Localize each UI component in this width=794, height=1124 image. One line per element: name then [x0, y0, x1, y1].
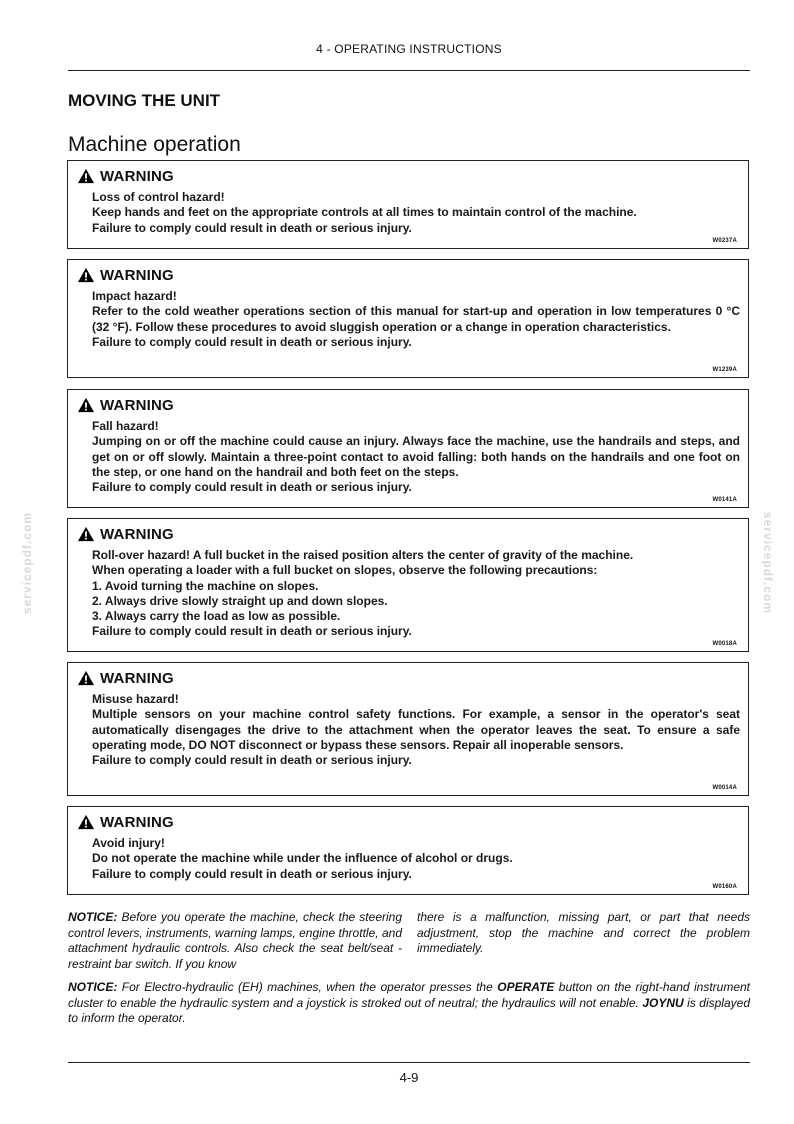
warning-line: Misuse hazard! [92, 692, 179, 706]
warning-title: WARNING [100, 167, 174, 185]
warning-code: W0018A [712, 641, 737, 647]
warning-body [92, 419, 740, 495]
warning-triangle-icon [77, 814, 95, 830]
warning-box [67, 662, 749, 796]
operate-term: OPERATE [497, 980, 555, 994]
page-number: 4-9 [399, 1070, 419, 1085]
joynu-term: JOYNU [642, 995, 684, 1010]
notice-left-column [68, 910, 402, 972]
footer-rule [68, 1062, 750, 1063]
warning-line: Keep hands and feet on the appropriate controls at all times to maintain control of the machine. [92, 205, 637, 220]
warning-triangle-icon [77, 267, 95, 283]
warning-box [67, 259, 749, 378]
warning-line: Do not operate the machine while under the influence of alcohol or drugs. [92, 851, 513, 866]
warning-line: Fall hazard! [92, 419, 159, 433]
sub-title: Machine operation [68, 133, 241, 156]
warning-line: Failure to comply could result in death or serious injury. [92, 480, 412, 495]
warning-line: Failure to comply could result in death or serious injury. [92, 866, 412, 881]
notice-label: NOTICE: [68, 980, 118, 994]
warning-body [92, 548, 740, 640]
warning-line: Jumping on or off the machine could cause an injury. Always face the machine, use the handrails and steps, and get on or off slowly. Maintain a three-point contact to avoid falling: both hands on the handrails and one foot on the step, or one hand on the handrail and both feet on the steps. [92, 434, 740, 479]
warning-line: Refer to the cold weather operations section of this manual for start-up and operation in low temperatures 0 °C (32 °F). Follow these procedures to avoid sluggish operation or a change in operation characteristics. [92, 304, 740, 334]
warning-line: 3. Always carry the load as low as possible. [92, 609, 341, 624]
warning-body [92, 289, 740, 350]
warning-box [67, 806, 749, 895]
warning-box [67, 160, 749, 249]
warning-code: W0160A [712, 884, 737, 890]
notice-text: For Electro-hydraulic (EH) machines, when the operator presses the [117, 980, 498, 994]
warning-line: Failure to comply could result in death or serious injury. [92, 753, 412, 768]
watermark-right: servicepdf.com [761, 512, 775, 615]
warning-triangle-icon [77, 526, 95, 542]
notice-paragraph [68, 910, 750, 972]
warning-line: Impact hazard! [92, 289, 177, 303]
warning-triangle-icon [77, 397, 95, 413]
section-title: MOVING THE UNIT [68, 91, 221, 110]
header-rule [68, 70, 750, 71]
notice-label: NOTICE: [68, 910, 118, 924]
warning-code: W0014A [712, 785, 737, 791]
warning-body [92, 836, 740, 882]
warning-triangle-icon [77, 168, 95, 184]
warning-title: WARNING [100, 266, 174, 284]
notice-text: button on the right-hand instrument cluster to enable the hydraulic system and a joystick is stroked out of neutral; the hydraulics will not enable. [68, 980, 751, 1010]
warning-body [92, 190, 740, 236]
warning-box [67, 389, 749, 508]
warning-line: Failure to comply could result in death or serious injury. [92, 334, 412, 349]
warning-box [67, 518, 749, 652]
warning-body [92, 692, 740, 768]
warning-title: WARNING [100, 813, 174, 831]
warning-line: Multiple sensors on your machine control safety functions. For example, a sensor in the operator's seat automatically disengages the drive to the attachment when the operator leaves the seat. To ensure a safe operating mode, DO NOT disconnect or bypass these sensors. Repair all inoperable sensors. [92, 707, 740, 752]
warning-code: W1239A [712, 367, 737, 373]
notice-text: is displayed to inform the operator. [68, 995, 750, 1025]
warning-line: Avoid injury! [92, 836, 165, 850]
watermark-left: servicepdf.com [20, 512, 34, 615]
warning-title: WARNING [100, 396, 174, 414]
notice-text: Before you operate the machine, check the steering control levers, instruments, warning lamps, engine throttle, and attachment hydraulic controls. Also check the seat belt/seat - restraint bar switch. If you know [68, 910, 402, 971]
running-header: 4 - OPERATING INSTRUCTIONS [316, 42, 502, 56]
notice-eh-paragraph [68, 980, 750, 1027]
warning-code: W0141A [712, 497, 737, 503]
warning-triangle-icon [77, 670, 95, 686]
warning-line: 2. Always drive slowly straight up and down slopes. [92, 593, 388, 608]
warning-line: When operating a loader with a full bucket on slopes, observe the following precautions: [92, 563, 598, 578]
warning-line: Failure to comply could result in death or serious injury. [92, 220, 412, 235]
warning-line: Failure to comply could result in death or serious injury. [92, 624, 412, 639]
warning-code: W0237A [712, 238, 737, 244]
warning-line: 1. Avoid turning the machine on slopes. [92, 578, 319, 593]
warning-title: WARNING [100, 669, 174, 687]
warning-title: WARNING [100, 525, 174, 543]
warning-line: Roll-over hazard! A full bucket in the raised position alters the center of gravity of the machine. [92, 548, 634, 562]
warning-line: Loss of control hazard! [92, 190, 225, 204]
notice-right-column: there is a malfunction, missing part, or part that needs adjustment, stop the machine and correct the problem immediately. [417, 910, 750, 955]
